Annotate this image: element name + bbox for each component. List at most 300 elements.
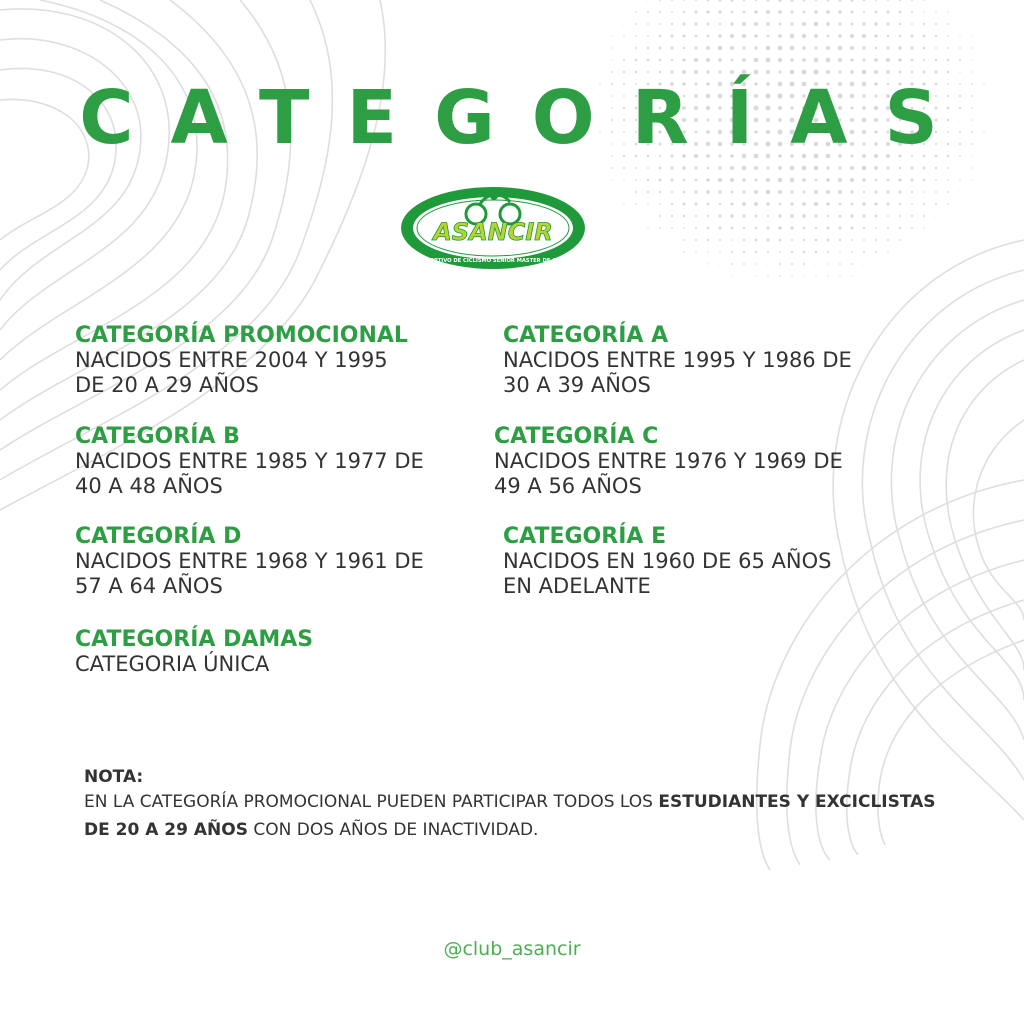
pattern-dot <box>814 214 817 217</box>
pattern-dot <box>791 275 792 276</box>
pattern-dot <box>875 179 878 182</box>
pattern-dot <box>826 178 830 182</box>
pattern-dot <box>947 59 949 61</box>
social-handle[interactable]: @club_asancir <box>443 938 581 960</box>
pattern-dot <box>767 251 769 253</box>
pattern-dot <box>779 23 782 26</box>
pattern-dot <box>887 179 890 182</box>
pattern-dot <box>790 34 794 38</box>
pattern-dot <box>911 203 913 205</box>
pattern-dot <box>778 34 782 38</box>
pattern-dot <box>718 46 722 50</box>
pattern-dot <box>767 215 769 217</box>
pattern-dot <box>647 47 650 50</box>
pattern-dot <box>766 22 770 26</box>
pattern-dot <box>922 70 925 73</box>
pattern-dot <box>718 166 722 170</box>
pattern-dot <box>671 191 673 193</box>
pattern-dot <box>802 58 806 62</box>
pattern-dot <box>718 10 721 13</box>
pattern-dot <box>827 263 828 264</box>
pattern-dot <box>766 178 770 182</box>
pattern-dot <box>647 215 648 216</box>
pattern-dot <box>911 35 914 38</box>
pattern-dot <box>899 23 901 25</box>
pattern-dot <box>706 70 709 73</box>
pattern-dot <box>730 46 734 50</box>
category-c <box>494 424 843 499</box>
pattern-dot <box>971 167 972 168</box>
pattern-dot <box>742 178 745 181</box>
pattern-dot <box>959 47 961 49</box>
pattern-dot <box>827 251 829 253</box>
pattern-dot <box>839 215 842 218</box>
pattern-dot <box>779 239 782 242</box>
pattern-dot <box>694 22 697 25</box>
asancir-logo <box>398 184 588 272</box>
pattern-dot <box>863 251 865 253</box>
pattern-dot <box>899 71 902 74</box>
pattern-dot <box>778 178 783 183</box>
pattern-dot <box>863 263 865 265</box>
pattern-dot <box>874 166 878 170</box>
pattern-dot <box>911 191 913 193</box>
pattern-dot <box>766 190 770 194</box>
pattern-dot <box>670 34 673 37</box>
pattern-dot <box>767 275 769 277</box>
pattern-dot <box>790 178 794 182</box>
pattern-dot <box>623 203 624 204</box>
pattern-dot <box>802 178 806 182</box>
pattern-dot <box>706 10 709 13</box>
pattern-dot <box>802 214 806 218</box>
pattern-dot <box>659 0 661 1</box>
pattern-dot <box>730 166 734 170</box>
pattern-dot <box>623 191 624 192</box>
pattern-dot <box>935 215 937 217</box>
pattern-dot <box>886 70 890 74</box>
pattern-dot <box>899 215 901 217</box>
pattern-dot <box>802 202 806 206</box>
pattern-dot <box>887 11 890 14</box>
pattern-dot <box>754 70 759 75</box>
pattern-dot <box>827 215 829 217</box>
pattern-dot <box>694 202 697 205</box>
pattern-dot <box>755 251 757 253</box>
pattern-dot <box>803 251 806 254</box>
pattern-dot <box>959 167 960 168</box>
pattern-dot <box>731 251 733 253</box>
pattern-dot <box>754 10 758 14</box>
pattern-dot <box>898 178 901 181</box>
pattern-dot <box>695 239 697 241</box>
pattern-dot <box>947 35 949 37</box>
pattern-dot <box>671 215 673 217</box>
pattern-dot <box>682 22 685 25</box>
pattern-dot <box>815 263 817 265</box>
pattern-dot <box>671 179 674 182</box>
pattern-dot <box>766 166 769 169</box>
pattern-dot <box>718 58 722 62</box>
pattern-dot <box>935 47 937 49</box>
pattern-dot <box>790 22 793 25</box>
pattern-dot <box>935 167 938 170</box>
pattern-dot <box>959 11 960 12</box>
pattern-dot <box>635 47 637 49</box>
pattern-dot <box>862 166 866 170</box>
category-description: NACIDOS ENTRE 1968 Y 1961 DE 57 A 64 AÑOS <box>75 549 424 598</box>
pattern-dot <box>695 179 698 182</box>
pattern-dot <box>659 227 661 229</box>
pattern-dot <box>850 178 854 182</box>
pattern-dot <box>791 263 793 265</box>
note-text-part2: CON DOS AÑOS DE INACTIVIDAD. <box>247 820 539 840</box>
pattern-dot <box>910 178 913 181</box>
pattern-dot <box>730 70 734 74</box>
pattern-dot <box>875 215 878 218</box>
pattern-dot <box>647 23 649 25</box>
pattern-dot <box>635 59 638 62</box>
pattern-dot <box>947 11 948 12</box>
pattern-dot <box>742 166 747 171</box>
pattern-dot <box>874 58 878 62</box>
pattern-dot <box>802 22 806 26</box>
category-description: NACIDOS EN 1960 DE 65 AÑOS EN ADELANTE <box>503 549 832 598</box>
category-description: CATEGORIA ÚNICA <box>75 652 270 676</box>
pattern-dot <box>862 214 865 217</box>
pattern-dot <box>851 227 854 230</box>
pattern-dot <box>683 227 684 228</box>
pattern-dot <box>898 46 901 49</box>
pattern-dot <box>875 47 877 49</box>
pattern-dot <box>766 46 770 50</box>
pattern-dot <box>923 11 924 12</box>
pattern-dot <box>670 166 673 169</box>
pattern-dot <box>778 190 782 194</box>
page-title: CATEGORÍAS <box>79 75 975 161</box>
pattern-dot <box>887 167 890 170</box>
pattern-dot <box>803 275 804 276</box>
pattern-dot <box>923 227 924 228</box>
pattern-dot <box>707 263 708 264</box>
pattern-dot <box>862 46 865 49</box>
pattern-dot <box>838 178 842 182</box>
pattern-dot <box>683 191 686 194</box>
pattern-dot <box>754 166 758 170</box>
pattern-dot <box>755 179 758 182</box>
pattern-dot <box>671 0 673 1</box>
pattern-dot <box>839 239 842 242</box>
pattern-dot <box>635 167 637 169</box>
pattern-dot <box>802 166 807 171</box>
pattern-dot <box>838 166 841 169</box>
pattern-dot <box>767 35 770 38</box>
pattern-dot <box>862 202 865 205</box>
pattern-dot <box>647 191 649 193</box>
pattern-dot <box>754 58 759 63</box>
pattern-dot <box>935 23 937 25</box>
pattern-dot <box>886 190 889 193</box>
pattern-dot <box>659 59 662 62</box>
pattern-dot <box>838 70 841 73</box>
pattern-dot <box>659 167 662 170</box>
pattern-dot <box>803 239 805 241</box>
pattern-dot <box>971 47 972 48</box>
pattern-dot <box>911 215 913 217</box>
pattern-dot <box>779 251 781 253</box>
pattern-dot <box>814 166 818 170</box>
pattern-dot <box>862 22 865 25</box>
pattern-dot <box>971 59 972 60</box>
pattern-dot <box>659 239 660 240</box>
pattern-dot <box>682 166 686 170</box>
pattern-dot <box>743 11 746 14</box>
pattern-dot <box>755 275 756 276</box>
pattern-dot <box>647 0 649 1</box>
pattern-dot <box>899 167 901 169</box>
category-damas <box>75 627 313 677</box>
pattern-dot <box>863 239 865 241</box>
pattern-dot <box>647 59 650 62</box>
pattern-dot <box>827 275 828 276</box>
pattern-dot <box>971 179 972 180</box>
pattern-dot <box>683 47 685 49</box>
pattern-dot <box>923 0 925 1</box>
pattern-dot <box>731 239 733 241</box>
pattern-dot <box>623 179 624 180</box>
pattern-dot <box>935 71 938 74</box>
pattern-dot <box>659 71 661 73</box>
pattern-dot <box>911 11 913 13</box>
pattern-dot <box>838 10 842 14</box>
pattern-dot <box>862 58 865 61</box>
pattern-dot <box>815 251 817 253</box>
pattern-dot <box>935 203 937 205</box>
pattern-dot <box>707 0 710 1</box>
pattern-dot <box>923 179 926 182</box>
pattern-dot <box>875 239 877 241</box>
pattern-dot <box>887 35 889 37</box>
pattern-dot <box>947 203 949 205</box>
pattern-dot <box>790 70 794 74</box>
pattern-dot <box>731 191 734 194</box>
pattern-dot <box>742 46 745 49</box>
pattern-dot <box>742 190 745 193</box>
pattern-dot <box>766 70 770 74</box>
pattern-dot <box>814 46 817 49</box>
pattern-dot <box>839 251 840 252</box>
pattern-dot <box>790 46 794 50</box>
pattern-dot <box>611 71 613 73</box>
pattern-dot <box>802 34 806 38</box>
pattern-dot <box>766 10 770 14</box>
pattern-dot <box>694 58 698 62</box>
pattern-dot <box>826 10 830 14</box>
pattern-dot <box>815 239 818 242</box>
pattern-dot <box>695 215 697 217</box>
pattern-dot <box>707 167 710 170</box>
pattern-dot <box>778 166 782 170</box>
pattern-dot <box>887 203 890 206</box>
pattern-dot <box>826 22 830 26</box>
pattern-dot <box>755 227 757 229</box>
pattern-dot <box>778 46 783 51</box>
pattern-dot <box>911 59 914 62</box>
pattern-dot <box>755 0 757 1</box>
pattern-dot <box>683 215 685 217</box>
pattern-dot <box>850 214 853 217</box>
note-label: NOTA: <box>84 767 144 787</box>
pattern-dot <box>766 226 769 229</box>
pattern-dot <box>863 191 865 193</box>
pattern-dot <box>647 203 649 205</box>
pattern-dot <box>706 178 710 182</box>
pattern-dot <box>635 191 637 193</box>
pattern-dot <box>862 34 866 38</box>
pattern-dot <box>719 23 721 25</box>
pattern-dot <box>671 227 673 229</box>
pattern-dot <box>671 239 672 240</box>
pattern-dot <box>850 58 853 61</box>
pattern-dot <box>707 251 708 252</box>
pattern-dot <box>911 71 914 74</box>
pattern-dot <box>935 11 936 12</box>
pattern-dot <box>911 23 913 25</box>
pattern-dot <box>935 179 937 181</box>
pattern-dot <box>862 70 866 74</box>
pattern-dot <box>719 275 720 276</box>
pattern-dot <box>983 167 984 168</box>
pattern-dot <box>875 0 877 1</box>
pattern-dot <box>731 227 734 230</box>
pattern-dot <box>815 179 818 182</box>
pattern-dot <box>742 22 746 26</box>
category-e <box>503 524 831 599</box>
pattern-dot <box>659 203 661 205</box>
pattern-dot <box>754 34 758 38</box>
pattern-dot <box>875 251 877 253</box>
pattern-dot <box>886 58 890 62</box>
pattern-dot <box>790 166 795 171</box>
pattern-dot <box>887 251 888 252</box>
pattern-dot <box>923 191 925 193</box>
pattern-dot <box>874 34 877 37</box>
pattern-dot <box>671 11 673 13</box>
pattern-dot <box>766 202 769 205</box>
pattern-dot <box>959 23 960 24</box>
pattern-dot <box>971 35 972 36</box>
pattern-dot <box>790 190 793 193</box>
pattern-dot <box>611 47 612 48</box>
pattern-dot <box>695 227 697 229</box>
pattern-dot <box>851 23 854 26</box>
pattern-dot <box>767 239 770 242</box>
pattern-dot <box>803 191 806 194</box>
pattern-dot <box>814 58 819 63</box>
category-description: NACIDOS ENTRE 1985 Y 1977 DE 40 A 48 AÑOS <box>75 449 424 498</box>
pattern-dot <box>910 46 913 49</box>
pattern-dot <box>935 0 936 1</box>
pattern-dot <box>647 179 649 181</box>
pattern-dot <box>611 23 612 24</box>
pattern-dot <box>778 226 781 229</box>
pattern-dot <box>923 35 926 38</box>
pattern-dot <box>790 0 794 2</box>
pattern-dot <box>730 214 733 217</box>
pattern-dot <box>863 0 866 1</box>
pattern-dot <box>899 35 901 37</box>
pattern-dot <box>659 11 661 13</box>
pattern-dot <box>623 23 625 25</box>
pattern-dot <box>947 23 949 25</box>
pattern-dot <box>635 23 637 25</box>
pattern-dot <box>851 239 853 241</box>
pattern-dot <box>683 203 686 206</box>
pattern-dot <box>599 167 600 168</box>
pattern-dot <box>647 71 649 73</box>
pattern-dot <box>719 239 721 241</box>
pattern-dot <box>911 239 912 240</box>
pattern-dot <box>911 167 914 170</box>
category-name: CATEGORÍA B <box>75 424 240 449</box>
pattern-dot <box>827 227 830 230</box>
pattern-dot <box>767 263 769 265</box>
pattern-dot <box>791 239 793 241</box>
pattern-dot <box>851 11 854 14</box>
pattern-dot <box>874 202 877 205</box>
pattern-dot <box>671 47 674 50</box>
pattern-dot <box>659 35 662 38</box>
pattern-dot <box>742 214 745 217</box>
pattern-dot <box>743 227 745 229</box>
pattern-dot <box>623 71 625 73</box>
note-text-part1: EN LA CATEGORÍA PROMOCIONAL PUEDEN PARTICIPAR TODOS LOS <box>84 792 659 812</box>
pattern-dot <box>826 58 831 63</box>
pattern-dot <box>790 226 793 229</box>
pattern-dot <box>850 190 853 193</box>
pattern-dot <box>827 0 830 1</box>
pattern-dot <box>635 203 637 205</box>
pattern-dot <box>826 166 829 169</box>
pattern-dot <box>623 35 625 37</box>
pattern-dot <box>874 190 877 193</box>
pattern-dot <box>599 71 600 72</box>
pattern-dot <box>778 10 782 14</box>
pattern-dot <box>802 70 807 75</box>
pattern-dot <box>755 239 758 242</box>
pattern-dot <box>754 190 758 194</box>
pattern-dot <box>695 47 698 50</box>
pattern-dot <box>742 70 747 75</box>
pattern-dot <box>647 35 649 37</box>
pattern-dot <box>635 35 637 37</box>
pattern-dot <box>826 70 830 74</box>
logo-name: ASANCIR <box>433 218 553 246</box>
pattern-dot <box>790 202 793 205</box>
pattern-dot <box>719 251 720 252</box>
pattern-dot <box>838 46 842 50</box>
pattern-dot <box>851 203 854 206</box>
pattern-dot <box>671 203 673 205</box>
pattern-dot <box>755 263 756 264</box>
pattern-dot <box>647 167 649 169</box>
note-block <box>84 766 944 844</box>
pattern-dot <box>851 263 853 265</box>
pattern-dot <box>659 23 661 25</box>
pattern-dot <box>730 178 734 182</box>
pattern-dot <box>707 239 709 241</box>
pattern-dot <box>635 179 637 181</box>
